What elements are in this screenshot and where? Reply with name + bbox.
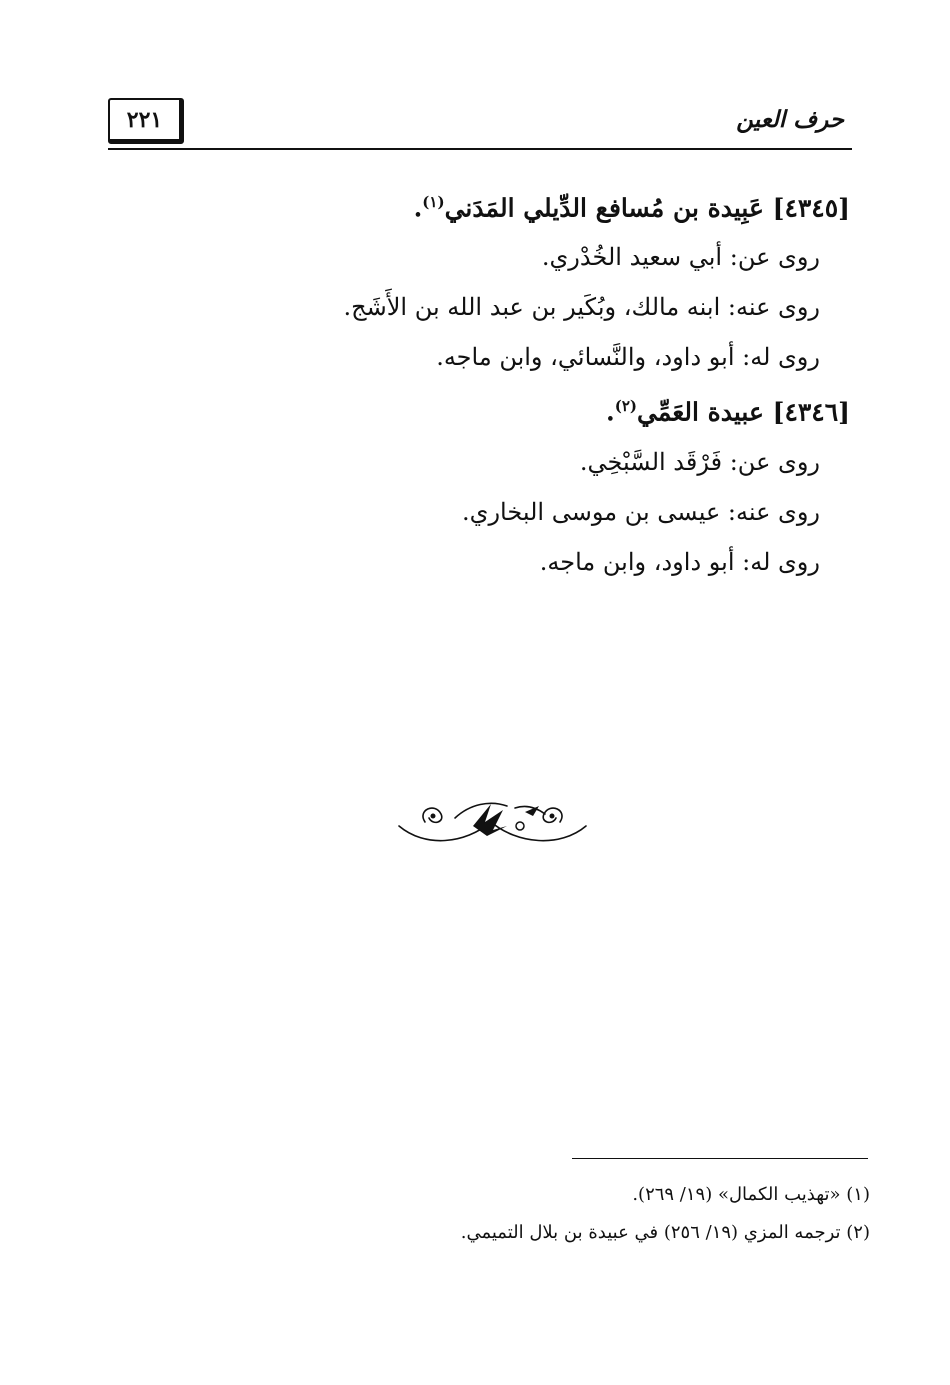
entry-line: روى عن: أبي سعيد الخُدْري. xyxy=(541,243,820,272)
page-header xyxy=(108,98,852,152)
entry-end: . xyxy=(606,397,615,427)
entry-line: روى له: أبو داود، وابن ماجه. xyxy=(539,547,820,576)
section-ornament-icon xyxy=(395,796,590,844)
footnote-ref: (٢) xyxy=(614,397,638,416)
footnote-ref: (١) xyxy=(422,193,445,211)
footnotes-section xyxy=(120,1176,870,1252)
entry-name: عَبِيدة بن مُسافع الدِّيلي المَدَني xyxy=(444,193,764,223)
entry-end: . xyxy=(413,193,423,223)
footnote: (١) «تهذيب الكمال» (١٩/ ٢٦٩). xyxy=(632,1184,870,1205)
entry-title xyxy=(120,178,850,232)
running-head: حرف العين xyxy=(736,106,844,133)
entry-name: عبيدة العَمِّي xyxy=(637,397,764,427)
entry-line: روى عنه: عيسى بن موسى البخاري. xyxy=(462,497,820,526)
entry-title xyxy=(120,382,850,436)
entry-line: روى له: أبو داود، والنَّسائي، وابن ماجه. xyxy=(436,343,820,372)
footnote: (٢) ترجمه المزي (١٩/ ٢٥٦) في عبيدة بن بلال التميمي. xyxy=(460,1222,870,1243)
page-number: ٢٢١ xyxy=(108,98,184,144)
footnote-divider xyxy=(572,1158,868,1159)
header-divider xyxy=(108,148,852,150)
entry-line: روى عنه: ابنه مالك، وبُكَير بن عبد الله بن الأَشَج. xyxy=(343,293,820,322)
entries-section xyxy=(120,178,850,587)
entry-line: روى عن: فَرْقَد السَّبْخِي. xyxy=(579,447,820,476)
entry-number: [٤٣٤٥] xyxy=(772,193,850,223)
entry-number: [٤٣٤٦] xyxy=(772,397,850,427)
